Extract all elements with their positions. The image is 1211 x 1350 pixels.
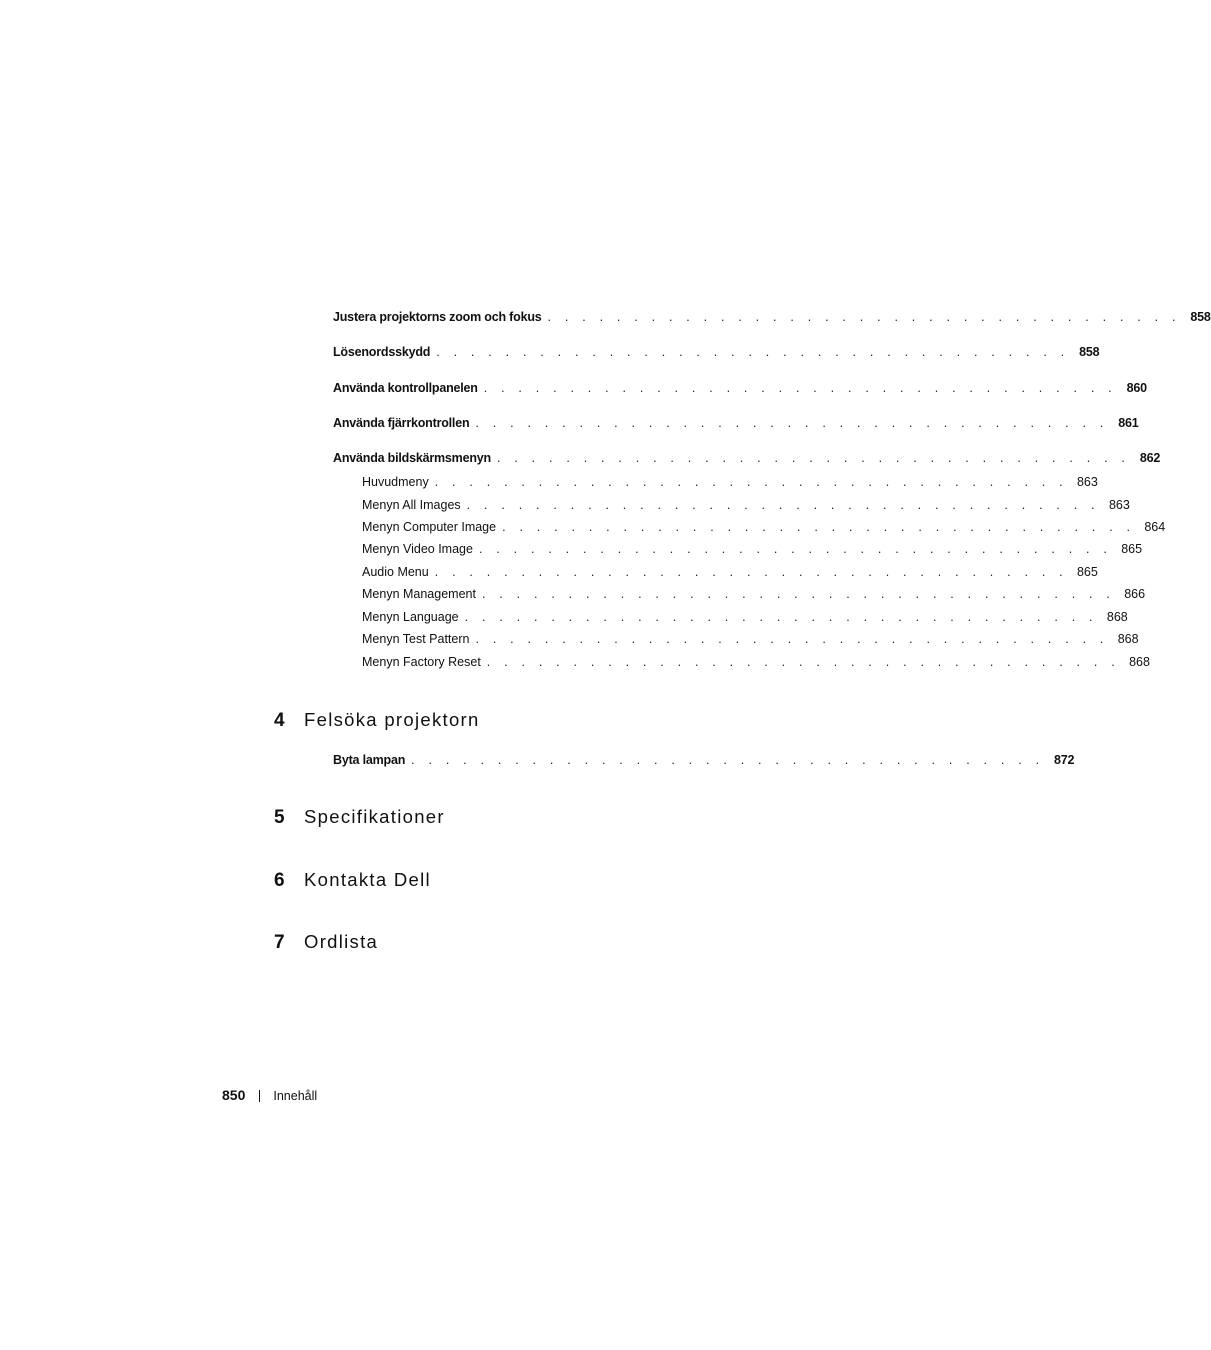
toc-chapter-7[interactable] — [274, 931, 378, 961]
toc-subentry-audio-menu[interactable] — [362, 565, 1098, 583]
footer-section-title: Innehåll — [273, 1089, 318, 1103]
toc-leader-dots: . . . . . . . . . . . . . . . . . . . . . . . . . . . . . . . . . . . . . — [411, 753, 1045, 767]
toc-entry-title: Justera projektorns zoom och fokus — [333, 310, 542, 324]
toc-leader-dots: . . . . . . . . . . . . . . . . . . . . . . . . . . . . . . . . . . . . . — [475, 416, 1109, 430]
toc-entry-page: 872 — [1054, 753, 1075, 767]
toc-entry-page: 866 — [1124, 587, 1146, 601]
toc-entry-fjarrkontrollen[interactable] — [333, 416, 1139, 434]
toc-entry-page: 864 — [1144, 520, 1166, 534]
toc-leader-dots: . . . . . . . . . . . . . . . . . . . . . . . . . . . . . . . . . . . . . — [478, 542, 1113, 556]
toc-entry-page: 868 — [1117, 632, 1139, 646]
toc-entry-title: Använda bildskärmsmenyn — [333, 451, 491, 465]
toc-subentry-huvudmeny[interactable] — [362, 475, 1098, 493]
toc-leader-dots: . . . . . . . . . . . . . . . . . . . . . . . . . . . . . . . . . . . . . — [466, 498, 1100, 512]
toc-entry-page: 868 — [1106, 610, 1128, 624]
toc-leader-dots: . . . . . . . . . . . . . . . . . . . . . . . . . . . . . . . . . . . . . — [502, 520, 1136, 534]
chapter-title: Kontakta Dell — [304, 869, 431, 890]
footer-page-number: 850 — [222, 1087, 246, 1103]
toc-entry-title: Audio Menu — [362, 565, 429, 579]
toc-entry-title: Menyn Computer Image — [362, 520, 497, 534]
toc-entry-title: Menyn Video Image — [362, 542, 473, 556]
toc-entry-page: 863 — [1076, 475, 1098, 489]
toc-entry-title: Huvudmeny — [362, 475, 429, 489]
toc-chapter-6[interactable] — [274, 869, 431, 899]
toc-entry-title: Menyn Language — [362, 610, 459, 624]
footer-separator — [259, 1090, 260, 1102]
toc-leader-dots: . . . . . . . . . . . . . . . . . . . . . . . . . . . . . . . . . . . . . — [486, 655, 1120, 669]
toc-entry-bildskarmsmenyn[interactable] — [333, 451, 1161, 469]
toc-leader-dots: . . . . . . . . . . . . . . . . . . . . . . . . . . . . . . . . . . . . . — [436, 345, 1070, 359]
toc-entry-page: 861 — [1118, 416, 1139, 430]
toc-leader-dots: . . . . . . . . . . . . . . . . . . . . . . . . . . . . . . . . . . . . . — [481, 587, 1116, 601]
toc-entry-page: 863 — [1108, 498, 1130, 512]
toc-entry-title: Byta lampan — [333, 753, 406, 767]
chapter-title: Specifikationer — [304, 806, 445, 827]
toc-subentry-language[interactable] — [362, 610, 1128, 628]
chapter-number: 6 — [274, 870, 285, 891]
toc-entry-losenordsskydd[interactable] — [333, 345, 1100, 363]
page-footer — [222, 1087, 317, 1109]
chapter-title: Ordlista — [304, 931, 379, 952]
toc-entry-byta-lampan[interactable] — [333, 753, 1075, 771]
toc-entry-kontrollpanelen[interactable] — [333, 381, 1147, 399]
toc-entry-zoom-fokus[interactable] — [333, 310, 1211, 328]
toc-chapter-5[interactable] — [274, 806, 445, 836]
toc-subentry-computer-image[interactable] — [362, 520, 1166, 538]
toc-subentry-management[interactable] — [362, 587, 1146, 605]
toc-entry-title: Menyn Factory Reset — [362, 655, 481, 669]
toc-leader-dots: . . . . . . . . . . . . . . . . . . . . . . . . . . . . . . . . . . . . . — [434, 475, 1068, 489]
chapter-number: 5 — [274, 807, 285, 828]
toc-entry-page: 860 — [1126, 381, 1147, 395]
toc-entry-title: Menyn All Images — [362, 498, 461, 512]
toc-leader-dots: . . . . . . . . . . . . . . . . . . . . . . . . . . . . . . . . . . . . . — [496, 451, 1131, 465]
toc-leader-dots: . . . . . . . . . . . . . . . . . . . . . . . . . . . . . . . . . . . . . — [464, 610, 1098, 624]
toc-entry-page: 865 — [1121, 542, 1143, 556]
toc-entry-title: Använda fjärrkontrollen — [333, 416, 470, 430]
toc-entry-title: Menyn Test Pattern — [362, 632, 470, 646]
toc-entry-page: 858 — [1190, 310, 1211, 324]
toc-subentry-all-images[interactable] — [362, 498, 1130, 516]
toc-leader-dots: . . . . . . . . . . . . . . . . . . . . . . . . . . . . . . . . . . . . . — [547, 310, 1181, 324]
toc-leader-dots: . . . . . . . . . . . . . . . . . . . . . . . . . . . . . . . . . . . . . — [483, 381, 1117, 395]
toc-subentry-factory-reset[interactable] — [362, 655, 1150, 673]
toc-leader-dots: . . . . . . . . . . . . . . . . . . . . . . . . . . . . . . . . . . . . . — [475, 632, 1109, 646]
toc-leader-dots: . . . . . . . . . . . . . . . . . . . . . . . . . . . . . . . . . . . . . — [434, 565, 1068, 579]
toc-entry-title: Använda kontrollpanelen — [333, 381, 478, 395]
chapter-number: 4 — [274, 710, 285, 731]
toc-subentry-video-image[interactable] — [362, 542, 1143, 560]
toc-entry-page: 868 — [1129, 655, 1150, 669]
toc-subentry-test-pattern[interactable] — [362, 632, 1139, 650]
chapter-number: 7 — [274, 932, 285, 953]
toc-entry-page: 862 — [1139, 451, 1161, 465]
chapter-title: Felsöka projektorn — [304, 709, 480, 730]
toc-entry-title: Menyn Management — [362, 587, 476, 601]
toc-entry-page: 865 — [1076, 565, 1098, 579]
toc-entry-page: 858 — [1079, 345, 1100, 359]
toc-entry-title: Lösenordsskydd — [333, 345, 431, 359]
toc-chapter-4[interactable] — [274, 709, 480, 739]
